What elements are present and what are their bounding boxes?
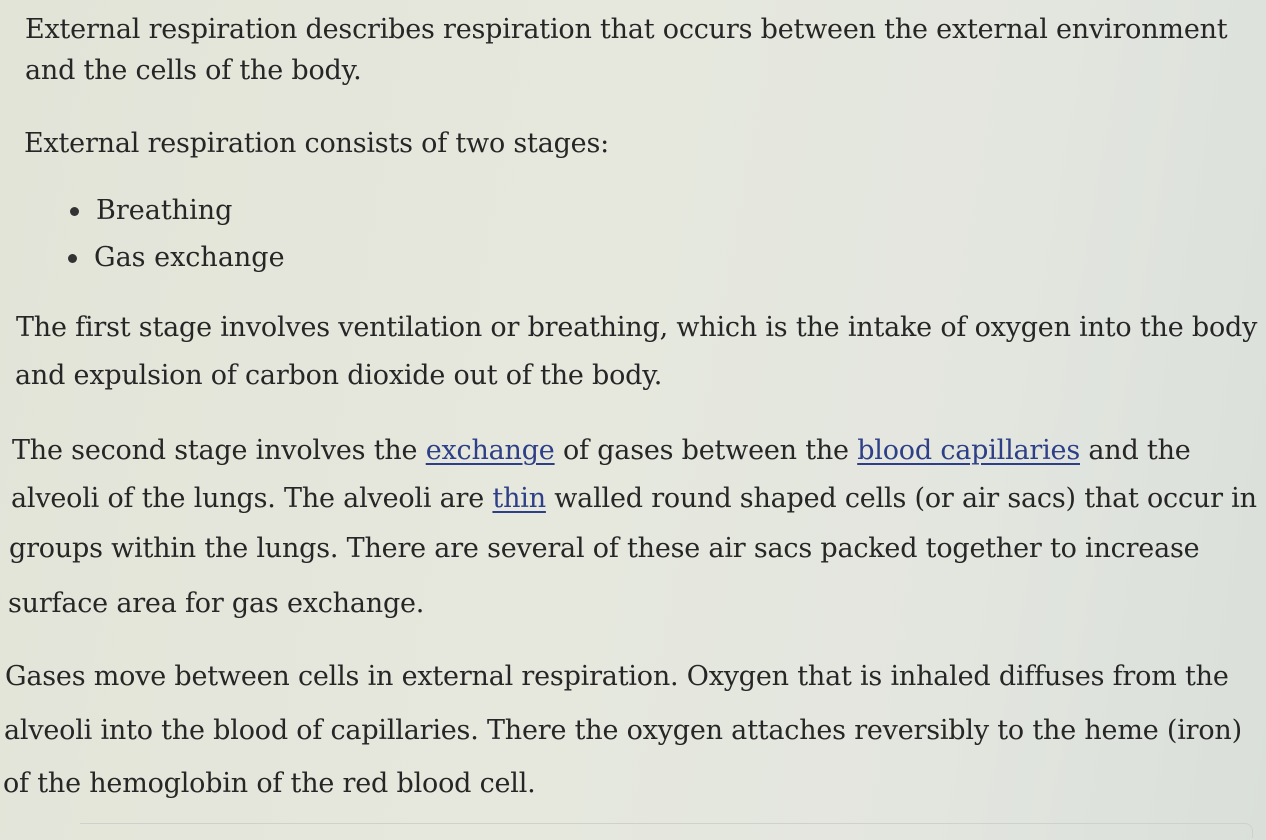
second-stage-line-1	[12, 434, 1191, 468]
intro-line-2: and the cells of the body.	[25, 55, 362, 86]
gases-line-1: Gases move between cells in external respiration. Oxygen that is inhaled diffuses from the	[5, 661, 1229, 692]
content-card-edge	[80, 823, 1253, 838]
gases-line-2: alveoli into the blood of capillaries. There the oxygen attaches reversibly to the heme (iron)	[4, 715, 1242, 746]
bullet-icon	[68, 254, 77, 263]
text-segment: of gases between the	[554, 435, 858, 466]
thin-link[interactable]: thin	[492, 483, 546, 514]
text-segment: walled round shaped cells (or air sacs) that occur in	[545, 483, 1257, 514]
list-item	[96, 194, 232, 228]
blood-capillaries-link[interactable]: blood capillaries	[857, 435, 1080, 466]
list-item	[94, 241, 285, 275]
list-item-label: Gas exchange	[94, 242, 285, 273]
text-segment: and the	[1080, 435, 1191, 466]
bullet-icon	[70, 207, 79, 216]
intro-line-1: External respiration describes respiration that occurs between the external environment	[25, 14, 1228, 45]
list-item-label: Breathing	[96, 195, 233, 226]
text-segment: The second stage involves the	[12, 435, 426, 466]
second-stage-line-3: groups within the lungs. There are several of these air sacs packed together to increase	[9, 533, 1200, 564]
stages-intro: External respiration consists of two stages:	[24, 128, 610, 159]
second-stage-line-2	[11, 482, 1257, 516]
text-segment: alveoli of the lungs. The alveoli are	[11, 483, 493, 514]
first-stage-line-2: and expulsion of carbon dioxide out of the body.	[15, 360, 663, 391]
gases-line-3: of the hemoglobin of the red blood cell.	[3, 768, 536, 799]
exchange-link[interactable]: exchange	[425, 435, 555, 466]
first-stage-line-1: The first stage involves ventilation or breathing, which is the intake of oxygen into the body	[16, 312, 1258, 343]
second-stage-line-4: surface area for gas exchange.	[8, 588, 425, 619]
